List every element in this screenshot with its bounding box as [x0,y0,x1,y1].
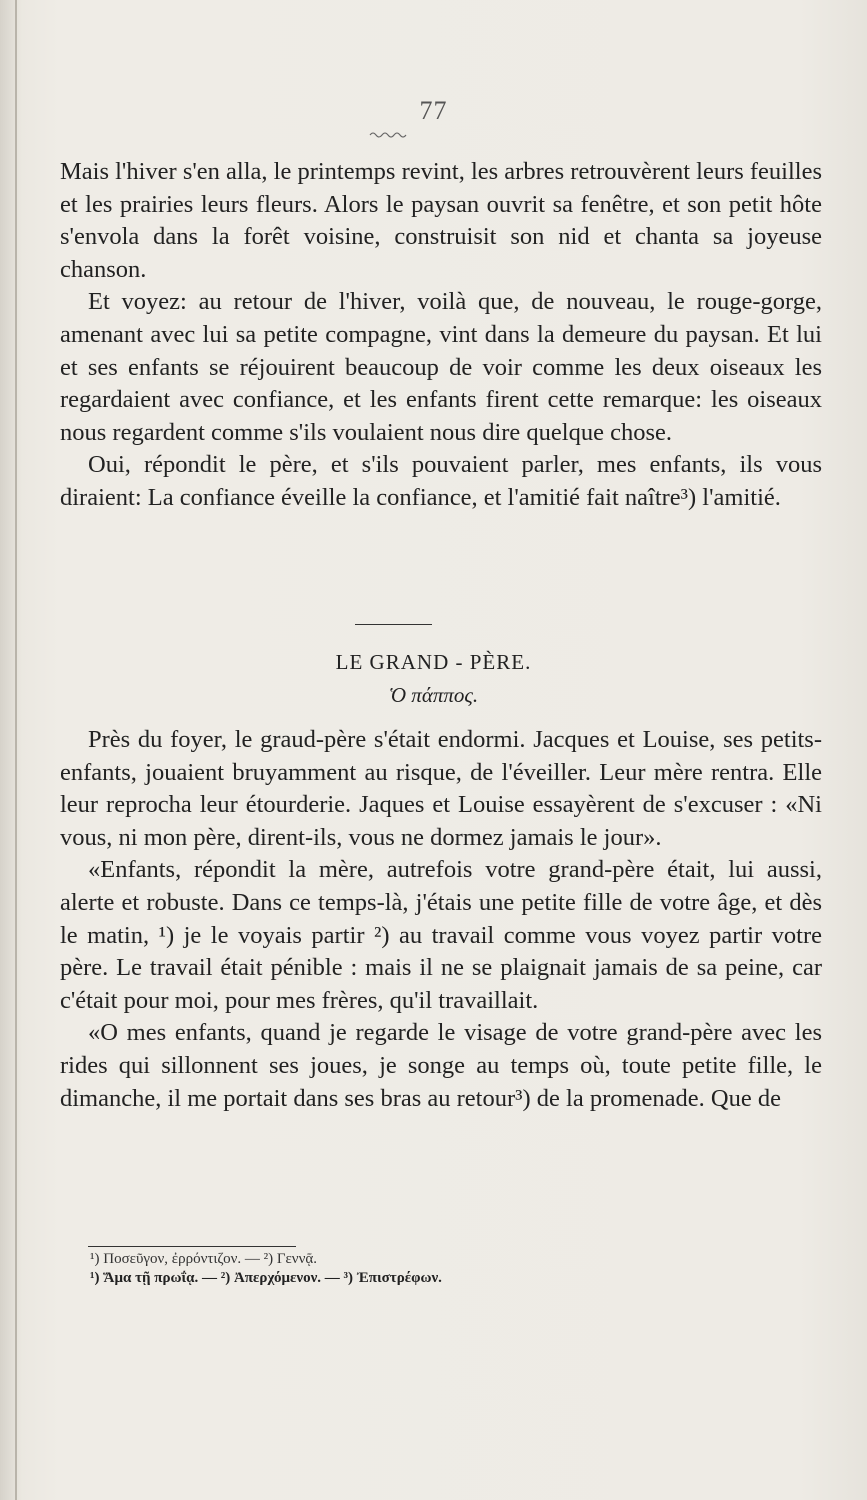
paragraph: «O mes enfants, quand je regarde le visage de votre grand-père avec les rides qui sillonnent ses joues, je songe au temps où, toute petite fille, le dimanche, il me portait dans ses bras au retour³) de la promenade. Que de [60,1019,822,1112]
page-spine-edge [15,0,17,1500]
wavy-ornament [369,130,409,140]
footnotes [90,1250,740,1288]
footnote-line: ¹) Ἅμα τῇ πρωΐᾳ. — ²) Ἀπερχόμενον. — ³) Ἐπιστρέφων. [90,1270,442,1286]
main-text-part1 [60,156,822,515]
paragraph: Près du foyer, le graud-père s'était endormi. Jacques et Louise, ses petits-enfants, jouaient bruyamment au risque, de l'éveiller. Leur mère rentra. Elle leur reprocha leur étourderie. Jaques et Louise essayèrent de s'excuser : «Ni vous, ni mon père, dirent-ils, vous ne dormez jamais le jour». [60,726,822,851]
main-text-part2 [60,724,822,1115]
section-subtitle-greek: Ὁ πάππος. [388,683,479,707]
paragraph: «Enfants, répondit la mère, autrefois votre grand-père était, lui aussi, alerte et robuste. Dans ce temps-là, j'étais une petite fille de votre âge, et dès le matin, ¹) je le voyais partir ²) au travail comme vous voyez partir votre père. Le travail était pénible : mais il ne se plaignait jamais de sa peine, car c'était pour moi, pour mes frères, qu'il travaillait. [60,856,822,1014]
paragraph: Mais l'hiver s'en alla, le printemps revint, les arbres retrouvèrent leurs feuilles et les prairies leurs fleurs. Alors le paysan ouvrit sa fenêtre, et son petit hôte s'envola dans la forêt voisine, construisit son nid et chanta sa joyeuse chanson. [60,158,822,283]
paragraph: Oui, répondit le père, et s'ils pouvaient parler, mes enfants, ils vous diraient: La confiance éveille la confiance, et l'amitié fait naître³) l'amitié. [60,451,822,511]
paragraph: Et voyez: au retour de l'hiver, voilà que, de nouveau, le rouge-gorge, amenant avec lui sa petite compagne, vint dans la demeure du paysan. Et lui et ses enfants se réjouirent beaucoup de voir comme les deux oiseaux les regardaient avec confiance, et les enfants firent cette remarque: les oiseaux nous regardent comme s'ils voulaient nous dire quelque chose. [60,288,822,446]
section-divider [355,624,432,625]
section-title: LE GRAND - PÈRE. [335,650,532,674]
footnote-line: ¹) Ποσεῦγον, ἐρρόντιζον. — ²) Γεννᾷ. [90,1251,317,1267]
footnote-rule [88,1246,296,1247]
page-number: 77 [419,96,448,125]
